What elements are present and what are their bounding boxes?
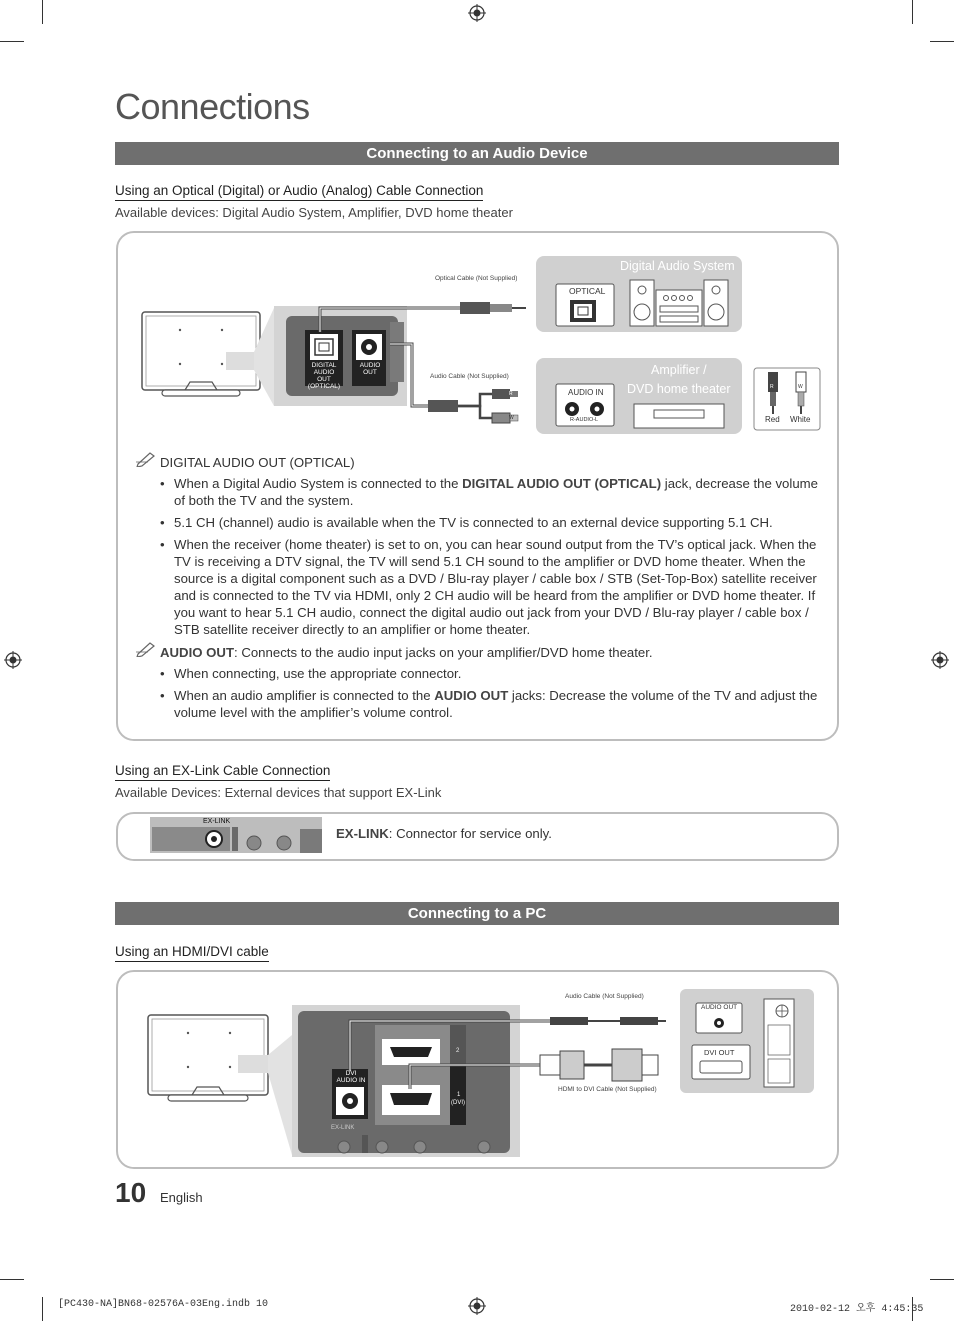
subhead-hdmi-dvi: Using an HDMI/DVI cable [115,944,269,962]
exlink-port-diagram [150,817,322,853]
note1-bullet-1: • When a Digital Audio System is connected to the DIGITAL AUDIO OUT (OPTICAL) jack, decrease the volume of both the TV and the system. [160,476,818,508]
note2-bullet-2: • When an audio amplifier is connected to the AUDIO OUT jacks: Decrease the volume of the TV and adjust the volume level with the amplifier’s volume control. [160,688,818,720]
pc-exlink-label: EX-LINK [331,1125,355,1131]
hdmi-dvi-cable-label: HDMI to DVI Cable (Not Supplied) [558,1086,657,1093]
hdmi-1-label: 1 [457,1092,461,1098]
crop-mark [912,0,913,24]
registration-mark-icon [468,1297,486,1315]
tv-dvi-audio-in-label: DVI AUDIO IN [336,1070,366,1084]
white-label: White [790,415,811,424]
crop-mark [930,1279,954,1280]
crop-mark [930,41,954,42]
registration-mark-icon [931,651,949,669]
note-pencil-icon [136,641,156,657]
hdmi-1-dvi-label: (DVI) [451,1100,465,1106]
page-title: Connections [115,86,310,127]
page-number: 10 [115,1177,147,1208]
available-devices-exlink: Available Devices: External devices that support EX-Link [115,785,442,800]
section-bar-pc: Connecting to a PC [115,902,839,925]
crop-mark [42,1297,43,1321]
note1-bullet-2: • 5.1 CH (channel) audio is available when the TV is connected to an external device supporting 5.1 CH. [160,515,773,530]
digital-audio-system-label: Digital Audio System [620,259,735,273]
section-bar-audio: Connecting to an Audio Device [115,142,839,165]
audio-cable-label: Audio Cable (Not Supplied) [430,373,509,380]
subhead-exlink: Using an EX-Link Cable Connection [115,763,330,781]
w-plug-label: W [509,415,514,421]
note1-bullet-3: • When the receiver (home theater) is set to on, you can hear sound output from the TV’s optical jack. When the TV is receiving a DTV signal, the TV will send 5.1 CH sound to the amplifier or DVD home theater. When the source is a digital component such as a DVD / Blu-ray player / cable box / STB (Set-Top-Box) satellite receiver and is connected to the TV via HDMI, only 2 CH audio will be heard from the amplifier or DVD home theater. If you want to hear 5.1 CH audio, connect the digital audio out jack from your DVD / Blu-ray player / cable box / STB satellite receiver directly to an amplifier or home theater. [160,537,817,637]
crop-mark [0,1279,24,1280]
pc-audio-out-label: AUDIO OUT [701,1004,738,1011]
pc-audio-cable-label: Audio Cable (Not Supplied) [565,993,644,1000]
footer-date: 2010-02-12 오후 4:45:35 [790,1304,924,1315]
subhead-optical-audio: Using an Optical (Digital) or Audio (Analog) Cable Connection [115,183,483,201]
amplifier-label: Amplifier / [651,363,707,377]
r-audio-l-label: R-AUDIO-L [570,417,599,423]
available-devices-audio: Available devices: Digital Audio System, Amplifier, DVD home theater [115,205,513,220]
crop-mark [42,0,43,24]
pc-connection-diagram [130,985,830,1160]
tv-digital-audio-out-port-label: DIGITAL AUDIO OUT (OPTICAL) [307,362,341,390]
dvd-home-theater-label: DVD home theater [627,382,731,396]
exlink-port-label: EX-LINK [203,818,231,825]
crop-mark [0,41,24,42]
optical-port-label: OPTICAL [569,286,606,296]
note-audio-out-heading: AUDIO OUT: Connects to the audio input jacks on your amplifier/DVD home theater. [160,645,653,660]
footer-file-info: [PC430-NA]BN68-02576A-03Eng.indb 10 [58,1299,269,1310]
registration-mark-icon [4,651,22,669]
registration-mark-icon [468,4,486,22]
w-plug-label-2: W [798,384,803,390]
hdmi-2-label: 2 [456,1048,460,1054]
pc-dvi-out-label: DVI OUT [704,1048,735,1057]
r-plug-label-2: R [770,384,774,390]
tv-audio-out-port-label: AUDIO OUT [359,362,381,376]
note-pencil-icon [136,451,156,467]
red-label: Red [765,415,780,424]
exlink-description: EX-LINK: Connector for service only. [336,826,552,841]
audio-in-label: AUDIO IN [568,388,604,397]
language-label: English [160,1190,203,1205]
optical-cable-label: Optical Cable (Not Supplied) [435,275,518,282]
note-digital-audio-out-heading: DIGITAL AUDIO OUT (OPTICAL) [160,455,355,470]
note2-bullet-1: • When connecting, use the appropriate connector. [160,666,462,681]
r-plug-label: R [509,391,513,397]
